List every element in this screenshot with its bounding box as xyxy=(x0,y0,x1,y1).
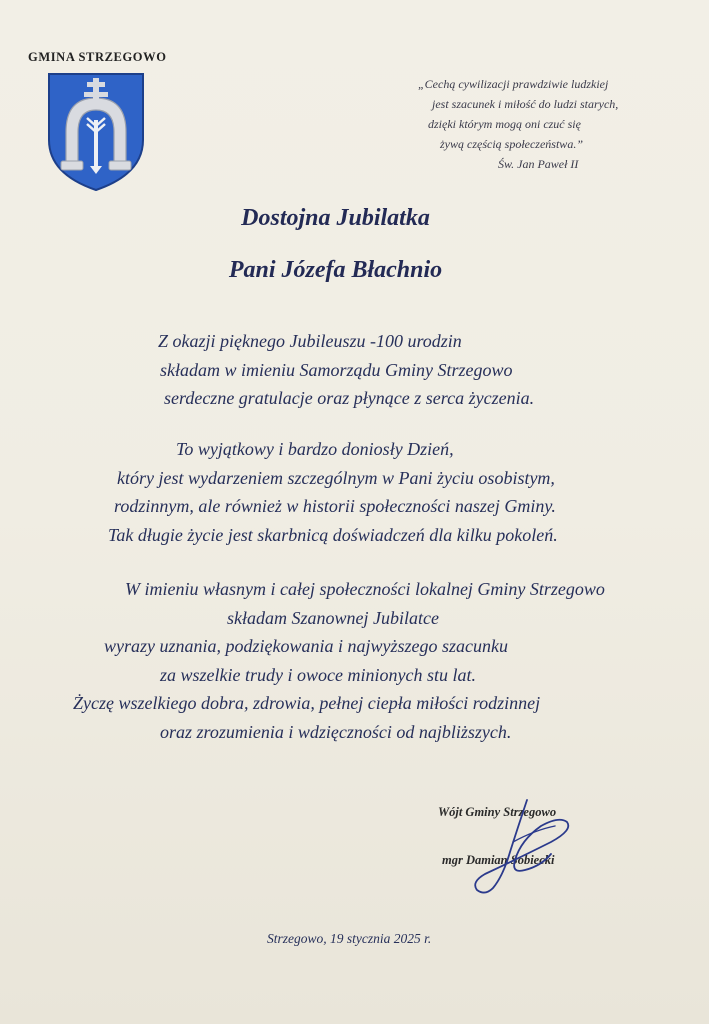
text-line: Życzę wszelkiego dobra, zdrowia, pełnej ciepła miłości rodzinnej xyxy=(73,693,541,713)
quote-line: jest szacunek i miłość do ludzi starych, xyxy=(432,97,619,111)
quote-line: żywą częścią społeczeństwa.” xyxy=(440,137,583,151)
quote-line: „Cechą cywilizacji prawdziwie ludzkiej xyxy=(418,77,609,91)
quote-block xyxy=(400,74,675,174)
paragraph-1 xyxy=(0,327,709,413)
greeting-title: Dostojna Jubilatka xyxy=(241,205,430,231)
municipality-name: GMINA STRZEGOWO xyxy=(28,50,167,64)
text-line: wyrazy uznania, podziękowania i najwyższego szacunku xyxy=(104,636,508,656)
text-line: za wszelkie trudy i owoce minionych stu lat. xyxy=(160,664,476,685)
text-line: Tak długie życie jest skarbnicą doświadczeń dla kilku pokoleń. xyxy=(108,524,558,545)
text-line: Z okazji pięknego Jubileuszu -100 urodzin xyxy=(158,331,462,351)
signatory-name: mgr Damian Sobiecki xyxy=(442,853,555,867)
paragraph-3 xyxy=(0,575,709,746)
jubilarian-name: Pani Józefa Błachnio xyxy=(228,257,443,283)
text-line: który jest wydarzeniem szczególnym w Pani życiu osobistym, xyxy=(117,467,555,488)
text-line: składam Szanownej Jubilatce xyxy=(227,607,439,628)
quote-author: Św. Jan Paweł II xyxy=(498,157,579,171)
signatory-title: Wójt Gminy Strzegowo xyxy=(438,805,557,819)
coat-of-arms-icon xyxy=(46,70,146,192)
text-line: oraz zrozumienia i wdzięczności od najbliższych. xyxy=(160,721,512,742)
text-line: serdeczne gratulacje oraz płynące z serca życzenia. xyxy=(164,388,535,408)
handwritten-signature-icon xyxy=(455,790,605,900)
place-and-date: Strzegowo, 19 stycznia 2025 r. xyxy=(267,931,432,946)
text-line: To wyjątkowy i bardzo doniosły Dzień, xyxy=(176,439,454,459)
text-line: W imieniu własnym i całej społeczności lokalnej Gminy Strzegowo xyxy=(125,579,605,599)
quote-line: dzięki którym mogą oni czuć się xyxy=(428,117,581,131)
text-line: składam w imieniu Samorządu Gminy Strzegowo xyxy=(160,359,513,380)
paragraph-2 xyxy=(0,435,709,549)
text-line: rodzinnym, ale również w historii społeczności naszej Gminy. xyxy=(114,496,556,516)
